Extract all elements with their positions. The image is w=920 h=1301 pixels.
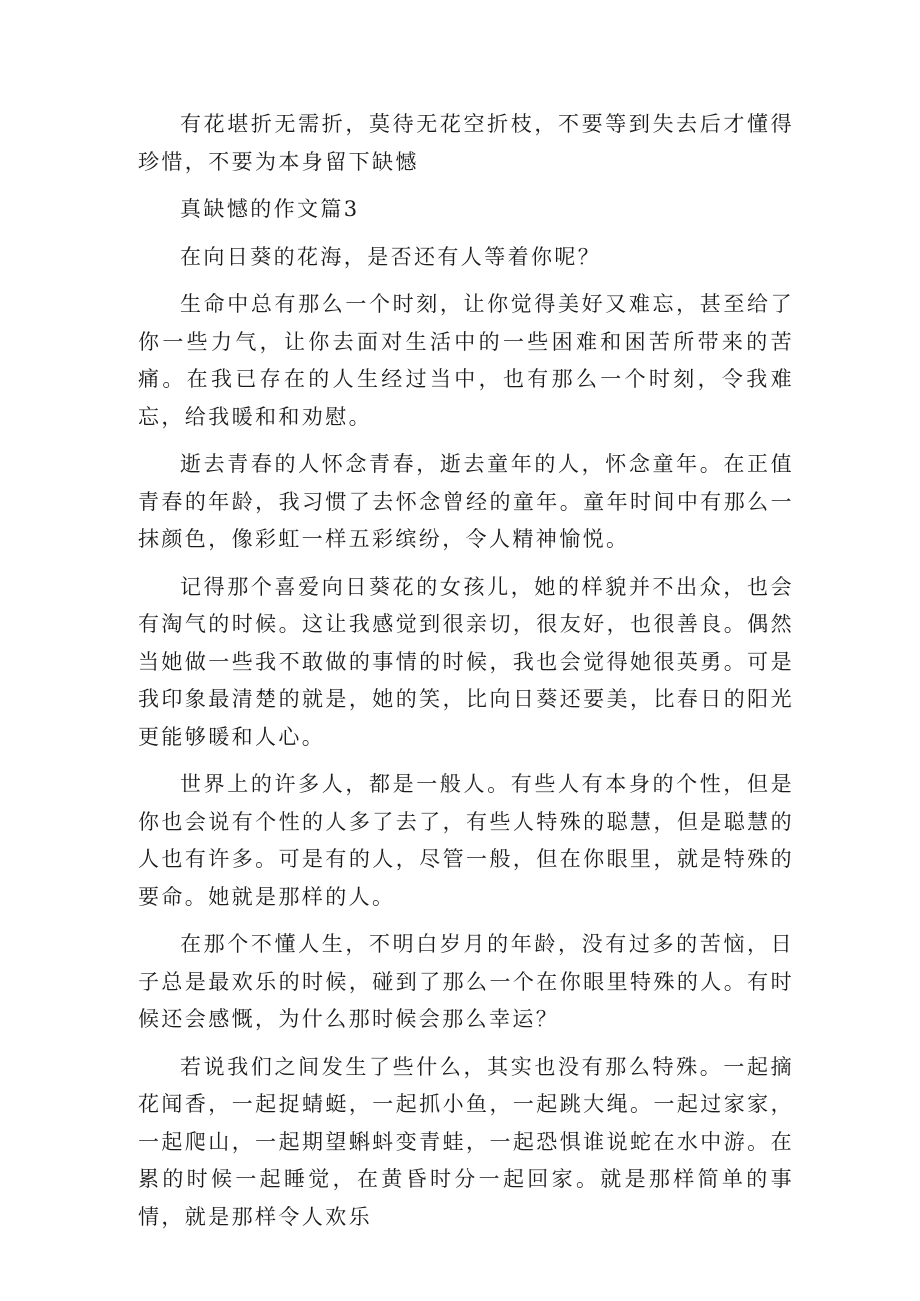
section-heading: 真缺憾的作文篇3 [180, 197, 360, 221]
paragraph: 逝去青春的人怀念青春，逝去童年的人，怀念童年。在正值青春的年龄，我习惯了去怀念曾经的童年。童年时间中有那么一抹颜色，像彩虹一样五彩缤纷，令人精神愉悦。 [138, 452, 794, 551]
paragraph: 若说我们之间发生了些什么，其实也没有那么特殊。一起摘花闻香，一起捉蜻蜓，一起抓小鱼，一起跳大绳。一起过家家，一起爬山，一起期望蝌蚪变青蛙，一起恐惧谁说蛇在水中游。在累的时候一起睡觉，在黄昏时分一起回家。就是那样简单的事情，就是那样令人欢乐 [138, 1054, 794, 1229]
document-body [138, 106, 794, 1246]
paragraph: 有花堪折无需折，莫待无花空折枝，不要等到失去后才懂得珍惜，不要为本身留下缺憾 [138, 112, 794, 174]
paragraph: 在向日葵的花海，是否还有人等着你呢？ [180, 244, 602, 269]
paragraph: 生命中总有那么一个时刻，让你觉得美好又难忘，甚至给了你一些力气，让你去面对生活中的一些困难和困苦所带来的苦痛。在我已存在的人生经过当中，也有那么一个时刻，令我难忘，给我暖和和劝慰。 [138, 292, 794, 429]
paragraph: 在那个不懂人生，不明白岁月的年龄，没有过多的苦恼，日子总是最欢乐的时候，碰到了那么一个在你眼里特殊的人。有时候还会感慨，为什么那时候会那么幸运？ [138, 932, 794, 1031]
paragraph: 记得那个喜爱向日葵花的女孩儿，她的样貌并不出众，也会有淘气的时候。这让我感觉到很亲切，很友好，也很善良。偶然当她做一些我不敢做的事情的时候，我也会觉得她很英勇。可是我印象最清楚的就是，她的笑，比向日葵还要美，比春日的阳光更能够暖和人心。 [138, 574, 794, 749]
paragraph: 世界上的许多人，都是一般人。有些人有本身的个性，但是你也会说有个性的人多了去了，有些人特殊的聪慧，但是聪慧的人也有许多。可是有的人，尽管一般，但在你眼里，就是特殊的要命。她就是那样的人。 [138, 772, 794, 909]
